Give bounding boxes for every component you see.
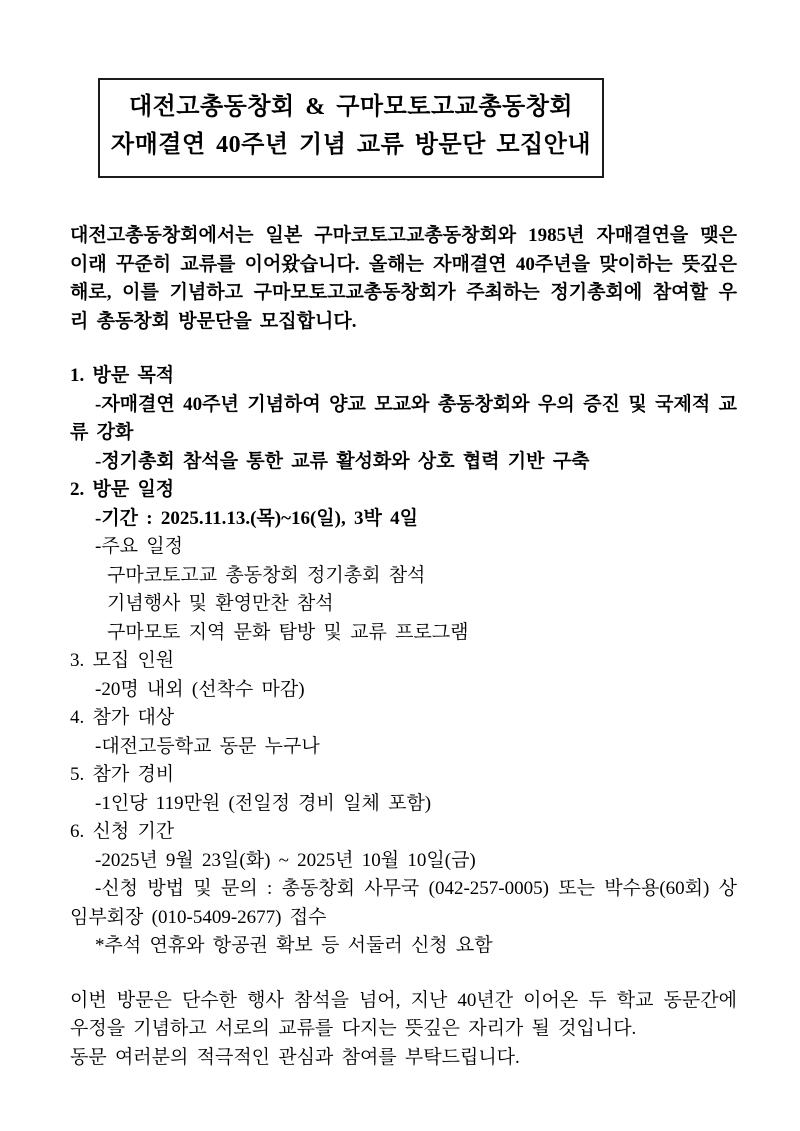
title-line-2: 자매결연 40주년 기념 교류 방문단 모집안내 — [110, 132, 592, 158]
notice-section-list — [70, 362, 737, 961]
closing-block — [70, 987, 737, 1073]
section-4-heading: 4. 참가 대상 — [70, 707, 175, 728]
section-2-item: -주요 일정 — [95, 536, 183, 557]
section-6-item: -2025년 9월 23일(화) ~ 2025년 10월 10일(금) — [95, 849, 476, 871]
section-2-schedule-item: 구마모토 지역 문화 탐방 및 교류 프로그램 — [107, 621, 469, 643]
section-6-item: -신청 방법 및 문의 : 총동창회 사무국 (042-257-0005) 또는 박수용(60회) 상임부회장 (010-5409-2677) 접수 — [70, 878, 737, 928]
section-3-heading: 3. 모집 인원 — [70, 650, 175, 671]
section-1-item: -정기총회 참석을 통한 교류 활성화와 상호 협력 기반 구축 — [95, 450, 590, 472]
section-2-schedule-item: 기념행사 및 환영만찬 참석 — [107, 593, 334, 614]
closing-paragraph-2: 동문 여러분의 적극적인 관심과 참여를 부탁드립니다. — [70, 1046, 520, 1068]
section-2-item: -기간 : 2025.11.13.(목)~16(일), 3박 4일 — [95, 507, 418, 529]
section-6-heading: 6. 신청 기간 — [70, 821, 175, 842]
section-6-note: *추석 연휴와 항공권 확보 등 서둘러 신청 요함 — [95, 935, 493, 956]
section-1-heading: 1. 방문 목적 — [70, 365, 175, 386]
section-1-item: -자매결연 40주년 기념하여 양교 모교와 총동창회와 우의 증진 및 국제적 교류 강화 — [70, 393, 737, 443]
section-5-item: -1인당 119만원 (전일정 경비 일체 포함) — [95, 792, 432, 814]
intro-paragraph: 대전고총동창회에서는 일본 구마코토고교총동창회와 1985년 자매결연을 맺은 이래 꾸준히 교류를 이어왔습니다. 올해는 자매결연 40주년을 맞이하는 뜻깊은 해로, 이를 기념하고 구마모토고교총동창회가 주최하는 정기총회에 참여할 우리 총동창회 방문단을 모집합니다. — [70, 225, 737, 332]
notice-title-box — [98, 78, 604, 178]
section-2-schedule-item: 구마코토고교 총동창회 정기총회 참석 — [107, 564, 426, 586]
title-line-1: 대전고총동창회 & 구마모토고교총동창회 — [128, 94, 574, 120]
section-5-heading: 5. 참가 경비 — [70, 764, 175, 785]
section-2-heading: 2. 방문 일정 — [70, 479, 175, 500]
section-3-item: -20명 내외 (선착수 마감) — [95, 678, 305, 700]
section-4-item: -대전고등학교 동문 누구나 — [95, 735, 320, 757]
closing-paragraph-1: 이번 방문은 단수한 행사 참석을 넘어, 지난 40년간 이어온 두 학교 동문간에 우정을 기념하고 서로의 교류를 다지는 뜻깊은 자리가 될 것입니다. — [70, 989, 737, 1039]
